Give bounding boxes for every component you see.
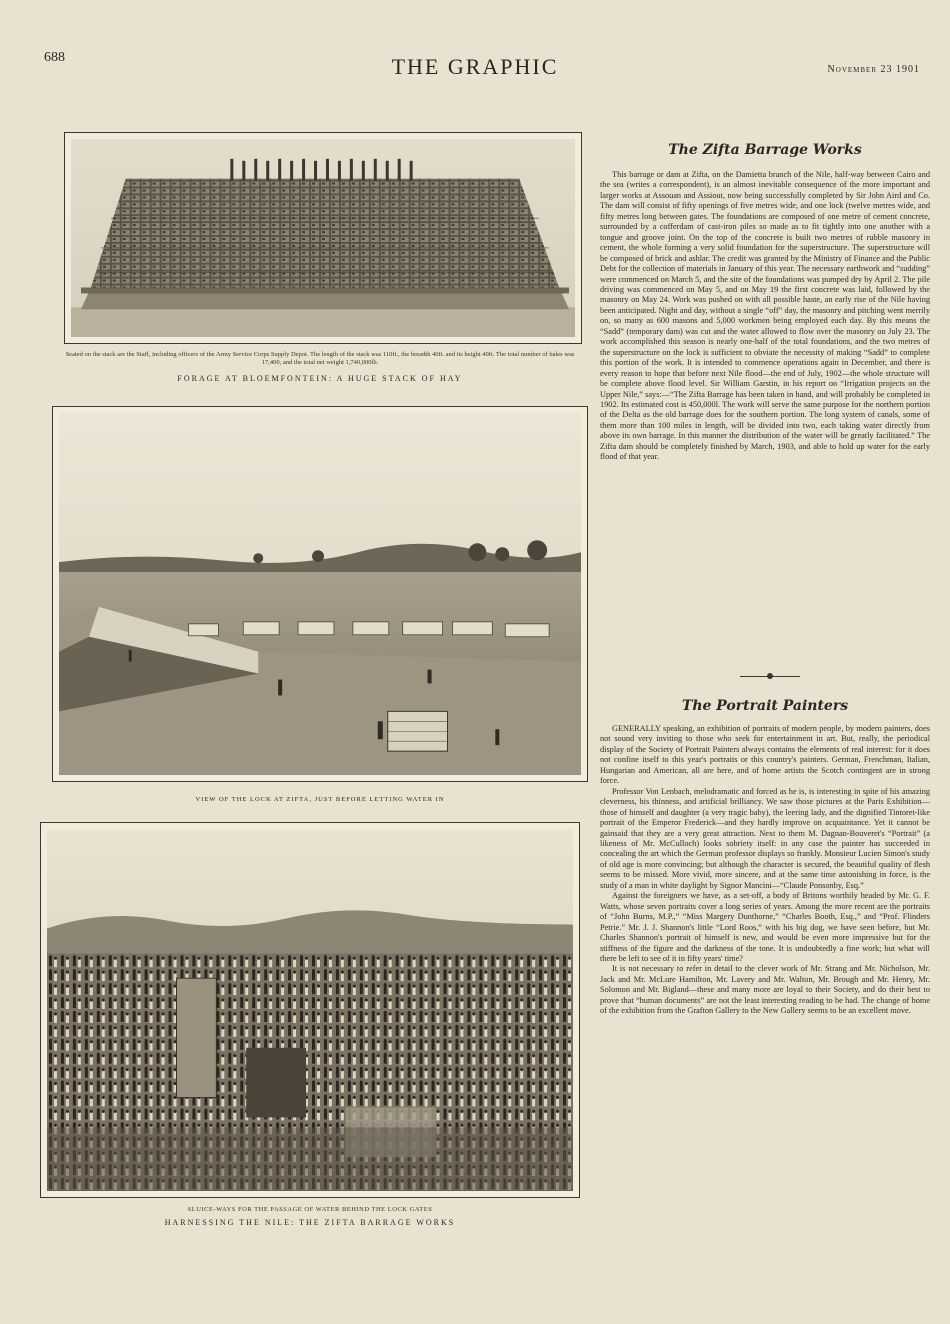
portrait-article-body <box>600 724 930 1017</box>
zifta-paragraph-1: This barrage or dam at Zifta, on the Damietta branch of the Nile, half-way between Cairo and the sea (writes a correspondent), is an almost inevitable consequence of the more important and larger works at Assouan and Assiout, now being successfully completed by Sir John Aird and Co. The dam will consist of fifty openings of five metres wide, and one lock (twelve metres wide, and fifty metres long between gates. The foundations are composed of one metre of cement concrete, surrounded by a cofferdam of cast-iron piles so made as to fit tightly into one another with a tongue and groove joint. On the top of the concrete is built two metres of rubble masonry in cement, the whole forming a very solid foundation for the superstructure. The superstructure will be composed of brick and ashlar. The credit was granted by the Ministry of Finance and the Public Debt for the collection of materials in January of this year. The necessary earthwork and “sudding” were commenced on March 5, and the site of the foundations was pumped dry by April 2. The pile driving was commenced on May 5, and on May 19 the first concrete was laid, followed by the masonry on May 24. Work was pushed on with all possible haste, an early rise of the Nile having been anticipated. Night and day, without a single “off” day, the masonry and pitching went merrily on, so many as 600 masons and 5,000 workmen being employed each day. By this means the “Sadd” (temporary dam) was cut and the water allowed to flow over the masonry on July 23. The work accomplished this season is nearly one-half of the total foundations, and the two metres of the superstructure on the lock is sufficient to obviate the necessity of making “Sadd” to complete this portion of the work. It is intended to commence operations again in December, and there is every reason to hope that before next Nile flood—the end of July, 1902—the whole structure will be complete above flood level. Sir William Garstin, in his report on “Irrigation projects on the Upper Nile,” says:—“The Zifta Barrage has been taken in hand, and will probably be completed in 1902. Its estimated cost is 450,000l. The work will serve the same purpose for the northern portion of the Delta as the old barrage does for the southern portion. The long system of canals, some of them more than 100 miles in length, will be divided into two, each taking water directly from above its own barrage. In this manner the distribution of the water will be greatly facilitated.” The Zifta dam should be completely finished by March, 1903, and able to hold up water for the early flood of that year. <box>600 170 930 462</box>
hay-stack-photo <box>64 132 582 344</box>
barrage-subcaption: SLUICE-WAYS FOR THE PASSAGE OF WATER BEHIND THE LOCK GATES <box>187 1206 433 1213</box>
hay-stack-caption: FORAGE AT BLOEMFONTEIN: A HUGE STACK OF HAY <box>177 374 463 383</box>
page-number: 688 <box>44 50 65 65</box>
barrage-works-photo <box>40 822 580 1198</box>
portrait-paragraph-1: GENERALLY speaking, an exhibition of portraits of modern people, by modern painters, does not sound very inviting to those who seek for entertainment in art. But, really, the periodical display of the Society of Portrait Painters always contains the elements of real interest: for it does not confine itself to this year's portraits or this country's painters. German, Frenchman, Italian, Hungarian and American, all are here, and of home artists the Scotch contingent are in strong force. <box>600 724 930 786</box>
zifta-article-body <box>600 170 930 463</box>
barrage-works-illustration <box>47 829 573 1191</box>
portrait-paragraph-2: Professor Von Lenbach, melodramatic and forced as he is, is interesting in spite of his amazing cleverness, his thinness, and artificial brilliancy. We saw those pictures at the Paris Exhibition—those of himself and daughter (a very tragic baby), the leering lady, and the dignified Tintoret-like portrait of the Emperor Frederick—and they hardly improve on acquaintance. Yet it cannot be gainsaid that they are a very great attraction. Next to them M. Dagnan-Bouveret's “Portrait” (a likeness of Mr. McCulloch) looks sobriety itself: in any case the painter has succeeded in concealing the art which the German professor displays so frankly. Monsieur Lucien Simon's study of old age is more convincing; but although the character is secured, the beautiful quality of flesh seems to be missed. More vivid, more sincere, and at the same time astonishing in force, is the study of a man in white daylight by Signor Mancini—“Claude Ponsonby, Esq.” <box>600 786 930 890</box>
issue-date: November 23 1901 <box>827 64 920 75</box>
publication-title: THE GRAPHIC <box>391 54 559 79</box>
zifta-article-heading: The Zifta Barrage Works <box>668 142 862 158</box>
lock-at-zifta-photo <box>52 406 588 782</box>
hay-stack-subcaption: Seated on the stack are the Staff, including officers of the Army Service Corps Supply Depot. The length of the stack was 110ft., the breadth 40ft. and its height 40ft. The total number of bales was 17,400, and the total net weight 1,740,000lb. <box>65 351 575 366</box>
lock-illustration <box>59 413 581 775</box>
hay-stack-illustration <box>71 139 575 337</box>
lock-caption: VIEW OF THE LOCK AT ZIFTA, JUST BEFORE LETTING WATER IN <box>195 796 445 803</box>
portrait-paragraph-4: It is not necessary to refer in detail to the clever work of Mr. Strang and Mr. Nicholson, Mr. Jack and Mr. McLure Hamilton, Mr. Lavery and Mr. Walton, Mr. Brough and Mr. Henry, Mr. Solomon and Mr. Bigland—these and many more are loyal to their Society, and do their best to prove that “human documents” are not the least interesting reading to be had. The change of home of the exhibition from the Grafton Gallery to the New Gallery seems to be an excellent move. <box>600 964 930 1016</box>
portrait-article-heading: The Portrait Painters <box>681 698 849 714</box>
barrage-caption: HARNESSING THE NILE: THE ZIFTA BARRAGE WORKS <box>164 1218 456 1227</box>
portrait-paragraph-3: Against the foreigners we have, as a set-off, a body of Britons worthily headed by Mr. G. F. Watts, whose seven portraits cover a long series of years. Among the more recent are the portraits of “John Burns, M.P.,” “Miss Margery Dunthorne,” “Charles Booth, Esq.,” and “Prof. Flinders Petrie.” Mr. J. J. Shannon's little “Lord Roos,” with his big dog, we have seen before, but Mr. Charles Shannon's portrait of himself is new, and would be even more impressive but for the stiffness of the figure and the darkness of the tone. It is undoubtedly a fine work; but what will there be left to see of it in fifty years' time? <box>600 891 930 963</box>
section-divider-line <box>740 676 800 677</box>
